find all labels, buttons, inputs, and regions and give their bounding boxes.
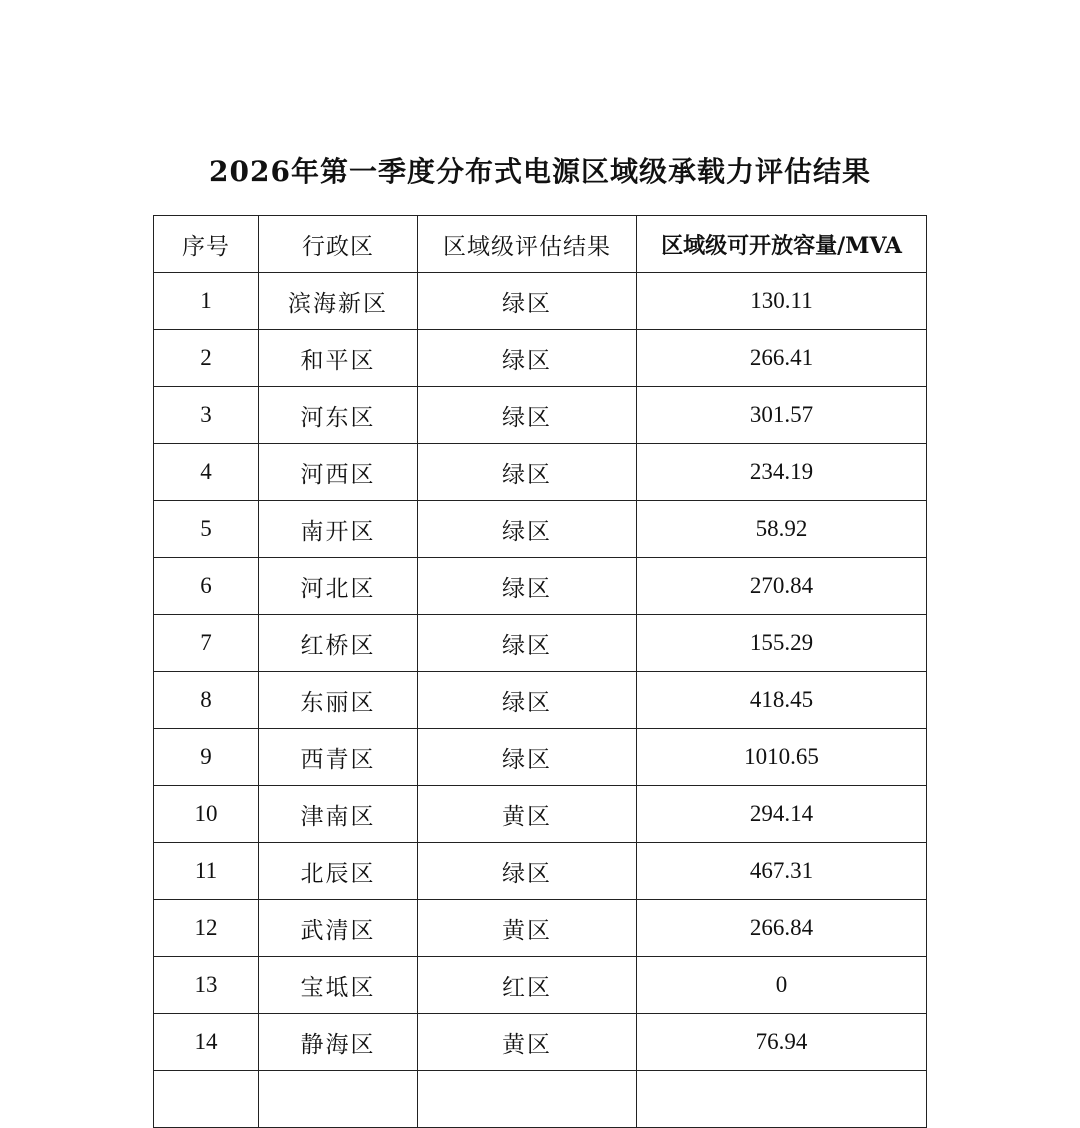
cell-district: 武清区 <box>259 900 418 957</box>
table-row <box>154 672 927 729</box>
cell-result: 绿区 <box>418 273 637 330</box>
cell-seq: 10 <box>154 786 259 843</box>
table-row <box>154 957 927 1014</box>
cell-seq: 14 <box>154 1014 259 1071</box>
cell-capacity: 130.11 <box>637 273 927 330</box>
cell-district: 津南区 <box>259 786 418 843</box>
cell-seq: 12 <box>154 900 259 957</box>
header-result: 区域级评估结果 <box>418 216 637 273</box>
cell-result: 绿区 <box>418 672 637 729</box>
cell-district: 红桥区 <box>259 615 418 672</box>
cell-district: 河北区 <box>259 558 418 615</box>
cell-result: 绿区 <box>418 444 637 501</box>
table-row <box>154 615 927 672</box>
table-row <box>154 273 927 330</box>
table-row <box>154 786 927 843</box>
table-row <box>154 729 927 786</box>
cell-district: 南开区 <box>259 501 418 558</box>
cell-capacity: 418.45 <box>637 672 927 729</box>
cell-result: 绿区 <box>418 843 637 900</box>
cell-result: 黄区 <box>418 786 637 843</box>
cell-seq: 8 <box>154 672 259 729</box>
cell-district: 河西区 <box>259 444 418 501</box>
cell-capacity <box>637 1071 927 1128</box>
cell-capacity: 294.14 <box>637 786 927 843</box>
cell-result: 绿区 <box>418 387 637 444</box>
table-row <box>154 1014 927 1071</box>
cell-district: 和平区 <box>259 330 418 387</box>
table-row <box>154 900 927 957</box>
cell-seq: 9 <box>154 729 259 786</box>
cell-result: 红区 <box>418 957 637 1014</box>
cell-seq: 1 <box>154 273 259 330</box>
cell-seq: 6 <box>154 558 259 615</box>
cell-capacity: 270.84 <box>637 558 927 615</box>
cell-seq <box>154 1071 259 1128</box>
cell-district: 宝坻区 <box>259 957 418 1014</box>
cell-seq: 11 <box>154 843 259 900</box>
table-body <box>154 273 927 1128</box>
cell-district: 河东区 <box>259 387 418 444</box>
header-capacity: 区域级可开放容量/MVA <box>637 216 927 273</box>
table-row <box>154 444 927 501</box>
cell-seq: 3 <box>154 387 259 444</box>
cell-result: 黄区 <box>418 900 637 957</box>
cell-capacity: 467.31 <box>637 843 927 900</box>
cell-capacity: 155.29 <box>637 615 927 672</box>
assessment-table <box>153 215 927 1128</box>
cell-district: 东丽区 <box>259 672 418 729</box>
cell-district: 静海区 <box>259 1014 418 1071</box>
cell-result: 绿区 <box>418 501 637 558</box>
cell-result: 绿区 <box>418 558 637 615</box>
cell-seq: 13 <box>154 957 259 1014</box>
cell-district: 滨海新区 <box>259 273 418 330</box>
cell-district: 北辰区 <box>259 843 418 900</box>
cell-capacity: 1010.65 <box>637 729 927 786</box>
cell-capacity: 301.57 <box>637 387 927 444</box>
table-row <box>154 330 927 387</box>
cell-capacity: 0 <box>637 957 927 1014</box>
cell-result: 黄区 <box>418 1014 637 1071</box>
cell-district: 西青区 <box>259 729 418 786</box>
header-seq: 序号 <box>154 216 259 273</box>
header-district: 行政区 <box>259 216 418 273</box>
cell-district <box>259 1071 418 1128</box>
table-row <box>154 501 927 558</box>
cell-seq: 7 <box>154 615 259 672</box>
table-row <box>154 558 927 615</box>
table-row <box>154 387 927 444</box>
table-row <box>154 843 927 900</box>
cell-capacity: 266.41 <box>637 330 927 387</box>
cell-capacity: 234.19 <box>637 444 927 501</box>
cell-seq: 4 <box>154 444 259 501</box>
cell-result: 绿区 <box>418 729 637 786</box>
table-header-row <box>154 216 927 273</box>
cell-result: 绿区 <box>418 615 637 672</box>
cell-seq: 5 <box>154 501 259 558</box>
cell-result <box>418 1071 637 1128</box>
cell-capacity: 76.94 <box>637 1014 927 1071</box>
cell-seq: 2 <box>154 330 259 387</box>
page-title: 2026年第一季度分布式电源区域级承载力评估结果 <box>209 155 871 188</box>
cell-capacity: 266.84 <box>637 900 927 957</box>
cell-capacity: 58.92 <box>637 501 927 558</box>
cell-result: 绿区 <box>418 330 637 387</box>
table-row <box>154 1071 927 1128</box>
